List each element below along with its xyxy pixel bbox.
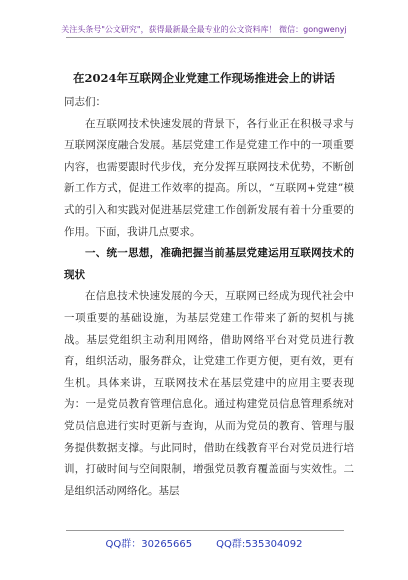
header-note: 关注头条号"公文研究"，获得最新最全最专业的公文资料库！ 微信：gongwenyj	[61, 25, 347, 34]
paragraph-section-1: 在信息技术快速发展的今天，互联网已经成为现代社会中一项重要的基础设施，为基层党建工作带来了新的契机与挑战。基层党组织主动利用网络，借助网络平台对党员进行教育，组织活动，服务群众，让党建工作更方便，更有效，更有生机。具体来讲，互联网技术在基层党建中的应用主要表现为：一是党员教育管理信息化。通过构建党员信息管理系统对党员信息进行实时更新与查询，从而为党员的教育、管理与服务提供数据支撑。与此同时，借助在线教育平台对党员进行培训，打破时间与空间限制，增强党员教育覆盖面与实效性。二是组织活动网络化。基层	[64, 290, 354, 497]
salutation: 同志们：	[64, 96, 106, 108]
document-body	[64, 92, 354, 502]
footer-contacts	[0, 535, 408, 550]
footer-qq-group-1: QQ群：30265665	[105, 539, 193, 550]
paragraph-intro: 在互联网技术快速发展的背景下，各行业正在积极寻求与互联网深度融合发展。基层党建工作是党建工作中的一项重要内容，也需要跟时代步伐，充分发挥互联网技术优势，不断创新工作方式，促进工作效率的提高。所以，“互联网+党建”模式的引入和实践对促进基层党建工作创新发展有着十分重要的作用。下面，我讲几点要求。	[64, 117, 354, 238]
header-divider	[66, 37, 344, 38]
footer-qq-group-2: QQ群:535304092	[216, 539, 303, 550]
footer-divider	[66, 530, 344, 531]
document-title: 在2024年互联网企业党建工作现场推进会上的讲话	[72, 71, 335, 85]
section-heading-1: 一、统一思想，准确把握当前基层党建运用互联网技术的现状	[64, 247, 354, 281]
